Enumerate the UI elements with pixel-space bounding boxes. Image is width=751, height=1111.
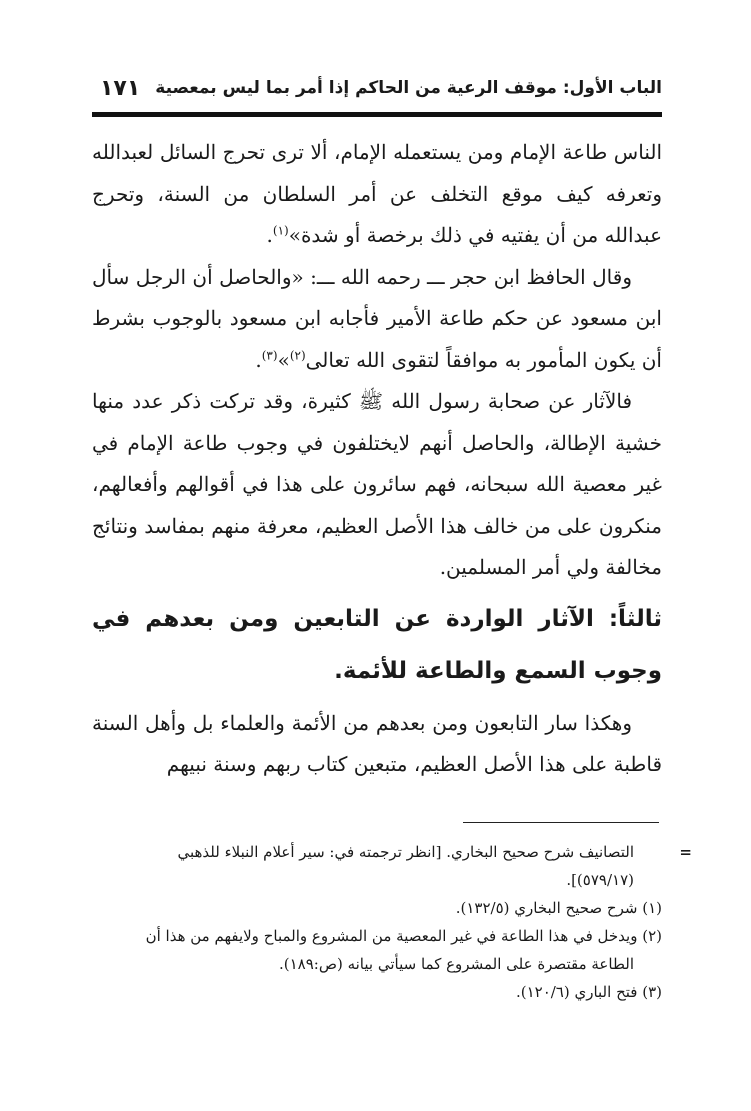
footnote-1: (١) شرح صحيح البخاري (١٣٢/٥). — [455, 899, 662, 917]
section-heading-text: الآثار الواردة عن التابعين ومن بعدهم في وجوب السمع والطاعة للأئمة. — [92, 605, 662, 684]
paragraph-1: الناس طاعة الإمام ومن يستعمله الإمام، ألا ترى تحرج السائل لعبدالله وتعرفه كيف موقع التخلف عن أمر السلطان من السنة، وتحرج عبدالله من أن يفتيه في ذلك برخصة أو شدة»$^{(١)}$. — [92, 140, 662, 247]
footnote-ref-2: (٢) — [289, 347, 306, 362]
paragraph-4: وهكذا سار التابعون ومن بعدهم من الأئمة والعلماء بل وأهل السنة قاطبة على هذا الأصل العظيم، متبعين كتاب ربهم وسنة نبيهم — [92, 710, 662, 776]
footnote-ref-1: (١) — [272, 223, 289, 238]
section-heading — [92, 593, 662, 697]
main-text — [92, 132, 662, 786]
footnotes — [92, 838, 692, 1006]
paragraph-3: فالآثار عن صحابة رسول الله ﷺ كثيرة، وقد تركت ذكر عدد منها خشية الإطالة، والحاصل أنهم لايختلفون في وجوب طاعة الإمام في غير معصية الله سبحانه، فهم سائرون على هذا في أقوالهم وأفعالهم، منكرون على من خالف هذا الأصل العظيم، معرفة منهم بمفاسد ونتائج مخالفة ولي أمر المسلمين. — [92, 389, 662, 579]
footnote-3: (٣) فتح الباري (١٢٠/٦). — [515, 983, 662, 1001]
section-heading-label: ثالثاً: — [608, 605, 662, 632]
footnote-ref-3: (٣) — [261, 347, 278, 362]
page-number: ١٧١ — [100, 76, 141, 101]
footnote-2: (٢) ويدخل في هذا الطاعة في غير المعصية من المشروع والمباح ولايفهم من هذا أن الطاعة مقتصرة على المشروع كما سيأتي بيانه (ص:١٨٩). — [145, 927, 662, 973]
header-rule — [92, 112, 662, 117]
footnote-continued: = التصانيف شرح صحيح البخاري. [انظر ترجمته في: سير أعلام النبلاء للذهبي (٥٧٩/١٧)]. — [92, 838, 662, 894]
page-header — [92, 72, 662, 112]
paragraph-2: وقال الحافظ ابن حجر ـــ رحمه الله ـــ: «والحاصل أن الرجل سأل ابن مسعود عن حكم طاعة الأمير فأجابه ابن مسعود بالوجوب بشرط أن يكون المأمور به موافقاً لتقوى الله تعالى$^{(٢)}$»$^{(٣)}$. — [92, 264, 662, 372]
chapter-title: الباب الأول: موقف الرعية من الحاكم إذا أمر بما ليس بمعصية — [155, 78, 662, 98]
continuation-marker: = — [679, 843, 692, 861]
footnote-separator — [463, 822, 659, 823]
